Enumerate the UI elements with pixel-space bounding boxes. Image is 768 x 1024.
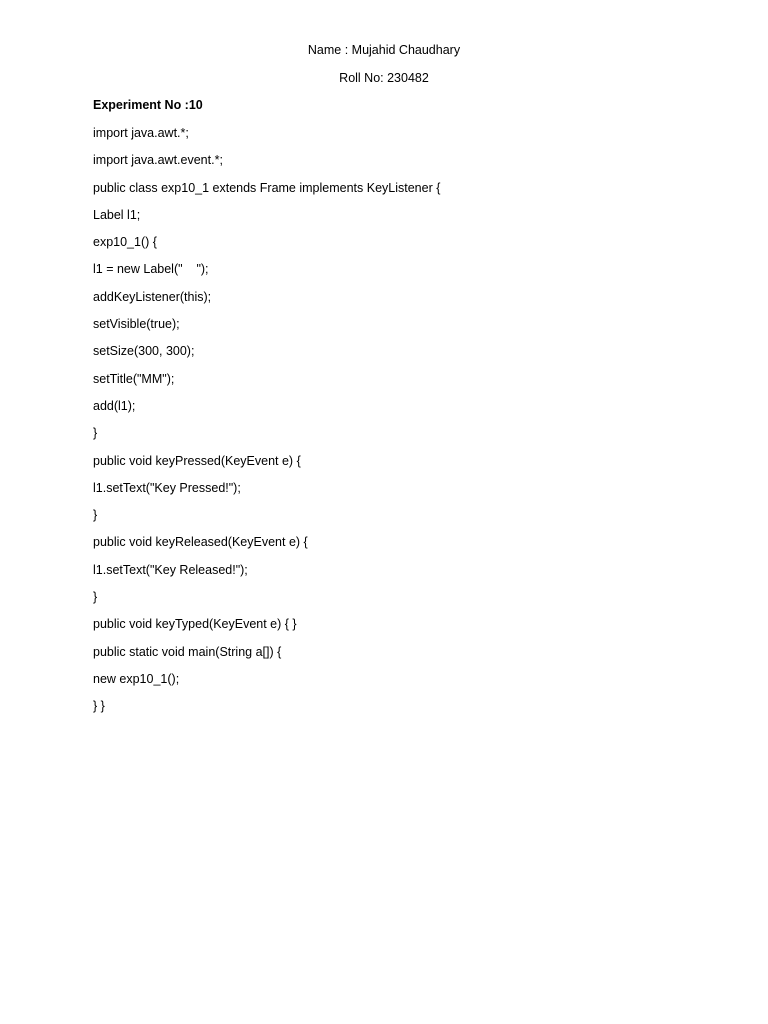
code-line: setVisible(true);: [93, 317, 180, 332]
code-line: public class exp10_1 extends Frame implements KeyListener {: [93, 180, 441, 195]
code-line: addKeyListener(this);: [93, 289, 212, 304]
code-line: new exp10_1();: [93, 671, 180, 686]
code-line: public void keyPressed(KeyEvent e) {: [93, 453, 301, 468]
code-line: exp10_1() {: [93, 235, 157, 250]
student-name: Name : Mujahid Chaudhary: [307, 43, 461, 57]
code-line: Label l1;: [93, 207, 141, 222]
experiment-title: Experiment No :10: [93, 98, 203, 112]
code-line: setTitle("MM");: [93, 371, 175, 386]
code-listing: [93, 125, 440, 726]
code-line: public static void main(String a[]) {: [93, 644, 282, 659]
code-line: }: [93, 426, 98, 441]
roll-number: Roll No: 230482: [339, 71, 429, 85]
code-line: import java.awt.event.*;: [93, 153, 223, 168]
code-line: l1.setText("Key Pressed!");: [93, 480, 241, 495]
code-line: }: [93, 590, 98, 605]
code-line: l1.setText("Key Released!");: [93, 562, 248, 577]
code-line: } }: [93, 699, 105, 714]
code-line: setSize(300, 300);: [93, 344, 195, 359]
code-line: l1 = new Label(" ");: [93, 262, 209, 277]
code-line: public void keyReleased(KeyEvent e) {: [93, 535, 308, 550]
code-line: }: [93, 508, 98, 523]
code-line: import java.awt.*;: [93, 126, 189, 140]
code-line: add(l1);: [93, 398, 136, 413]
code-line: public void keyTyped(KeyEvent e) { }: [93, 617, 297, 632]
